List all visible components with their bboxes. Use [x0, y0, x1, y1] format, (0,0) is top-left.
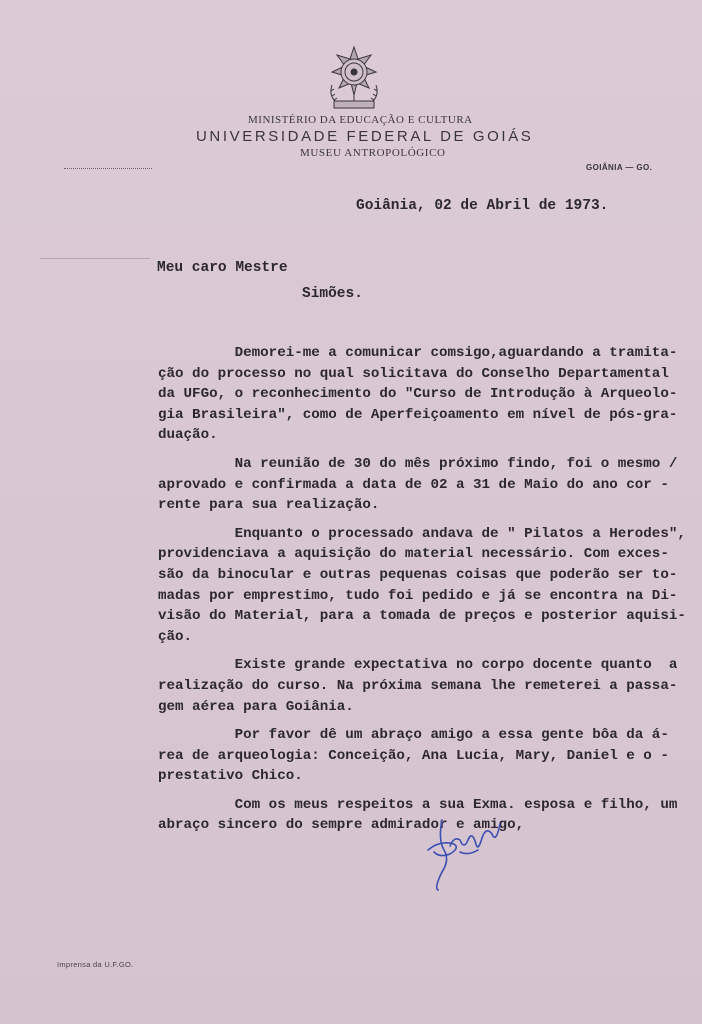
body-line: ção do processo no qual solicitava do Conselho Departamental [158, 365, 669, 382]
paragraph-gap [158, 717, 688, 725]
body-line: Na reunião de 30 do mês próximo findo, foi o mesmo / [158, 455, 678, 472]
brazil-coat-of-arms-icon [324, 45, 384, 111]
paragraph-gap [158, 647, 688, 655]
paragraph-gap [158, 787, 688, 795]
body-line: prestativo Chico. [158, 768, 303, 785]
body-line: Com os meus respeitos a sua Exma. esposa e filho, um [158, 796, 678, 813]
body-line: Por favor dê um abraço amigo a essa gente bôa da á- [158, 727, 669, 744]
divider-dotted [64, 168, 152, 169]
body-line: visão do Material, para a tomada de preços e posterior aquisi- [158, 608, 686, 625]
museum-heading: MUSEU ANTROPOLÓGICO [300, 147, 446, 159]
paragraph-gap [158, 516, 688, 524]
body-line: Enquanto o processado andava de " Pilatos a Herodes", [158, 525, 686, 542]
letterhead-city: GOIÂNIA — GO. [586, 163, 653, 172]
letter-date: Goiânia, 02 de Abril de 1973. [356, 198, 609, 214]
body-line: madas por emprestimo, tudo foi pedido e já se encontra na Di- [158, 587, 678, 604]
salutation: Meu caro Mestre [157, 260, 288, 276]
body-line: rea de arqueologia: Conceição, Ana Lucia, Mary, Daniel e o - [158, 747, 669, 764]
body-line: duação. [158, 427, 218, 444]
body-line: da UFGo, o reconhecimento do "Curso de Introdução à Arqueolo- [158, 386, 678, 403]
body-line: gia Brasileira", como de Aperfeiçoamento em nível de pós-gra- [158, 406, 678, 423]
body-line: realização do curso. Na próxima semana lhe remeterei a passa- [158, 677, 678, 694]
body-line: rente para sua realização. [158, 497, 380, 514]
body-line: gem aérea para Goiânia. [158, 698, 354, 715]
printer-mark: Imprensa da U.F.GO. [57, 960, 134, 969]
body-line: são da binocular e outras pequenas coisas que poderão ser to- [158, 566, 678, 583]
body-line: abraço sincero do sempre admirador e amigo, [158, 817, 525, 834]
paragraph-gap [158, 446, 688, 454]
letter-body [158, 343, 688, 836]
handwritten-signature-icon [420, 810, 520, 895]
body-line: Demorei-me a comunicar comsigo,aguardando a tramita- [158, 345, 678, 361]
paper-crease [40, 258, 150, 259]
university-heading: UNIVERSIDADE FEDERAL DE GOIÁS [196, 128, 534, 145]
body-line: Existe grande expectativa no corpo docente quanto a [158, 657, 678, 674]
ministry-heading: MINISTÉRIO DA EDUCAÇÃO E CULTURA [248, 114, 473, 126]
body-line: providenciava a aquisição do material necessário. Com exces- [158, 546, 669, 563]
body-line: ção. [158, 628, 193, 645]
recipient-name: Simões. [302, 286, 363, 302]
body-line: aprovado e confirmada a data de 02 a 31 de Maio do ano cor - [158, 476, 669, 493]
